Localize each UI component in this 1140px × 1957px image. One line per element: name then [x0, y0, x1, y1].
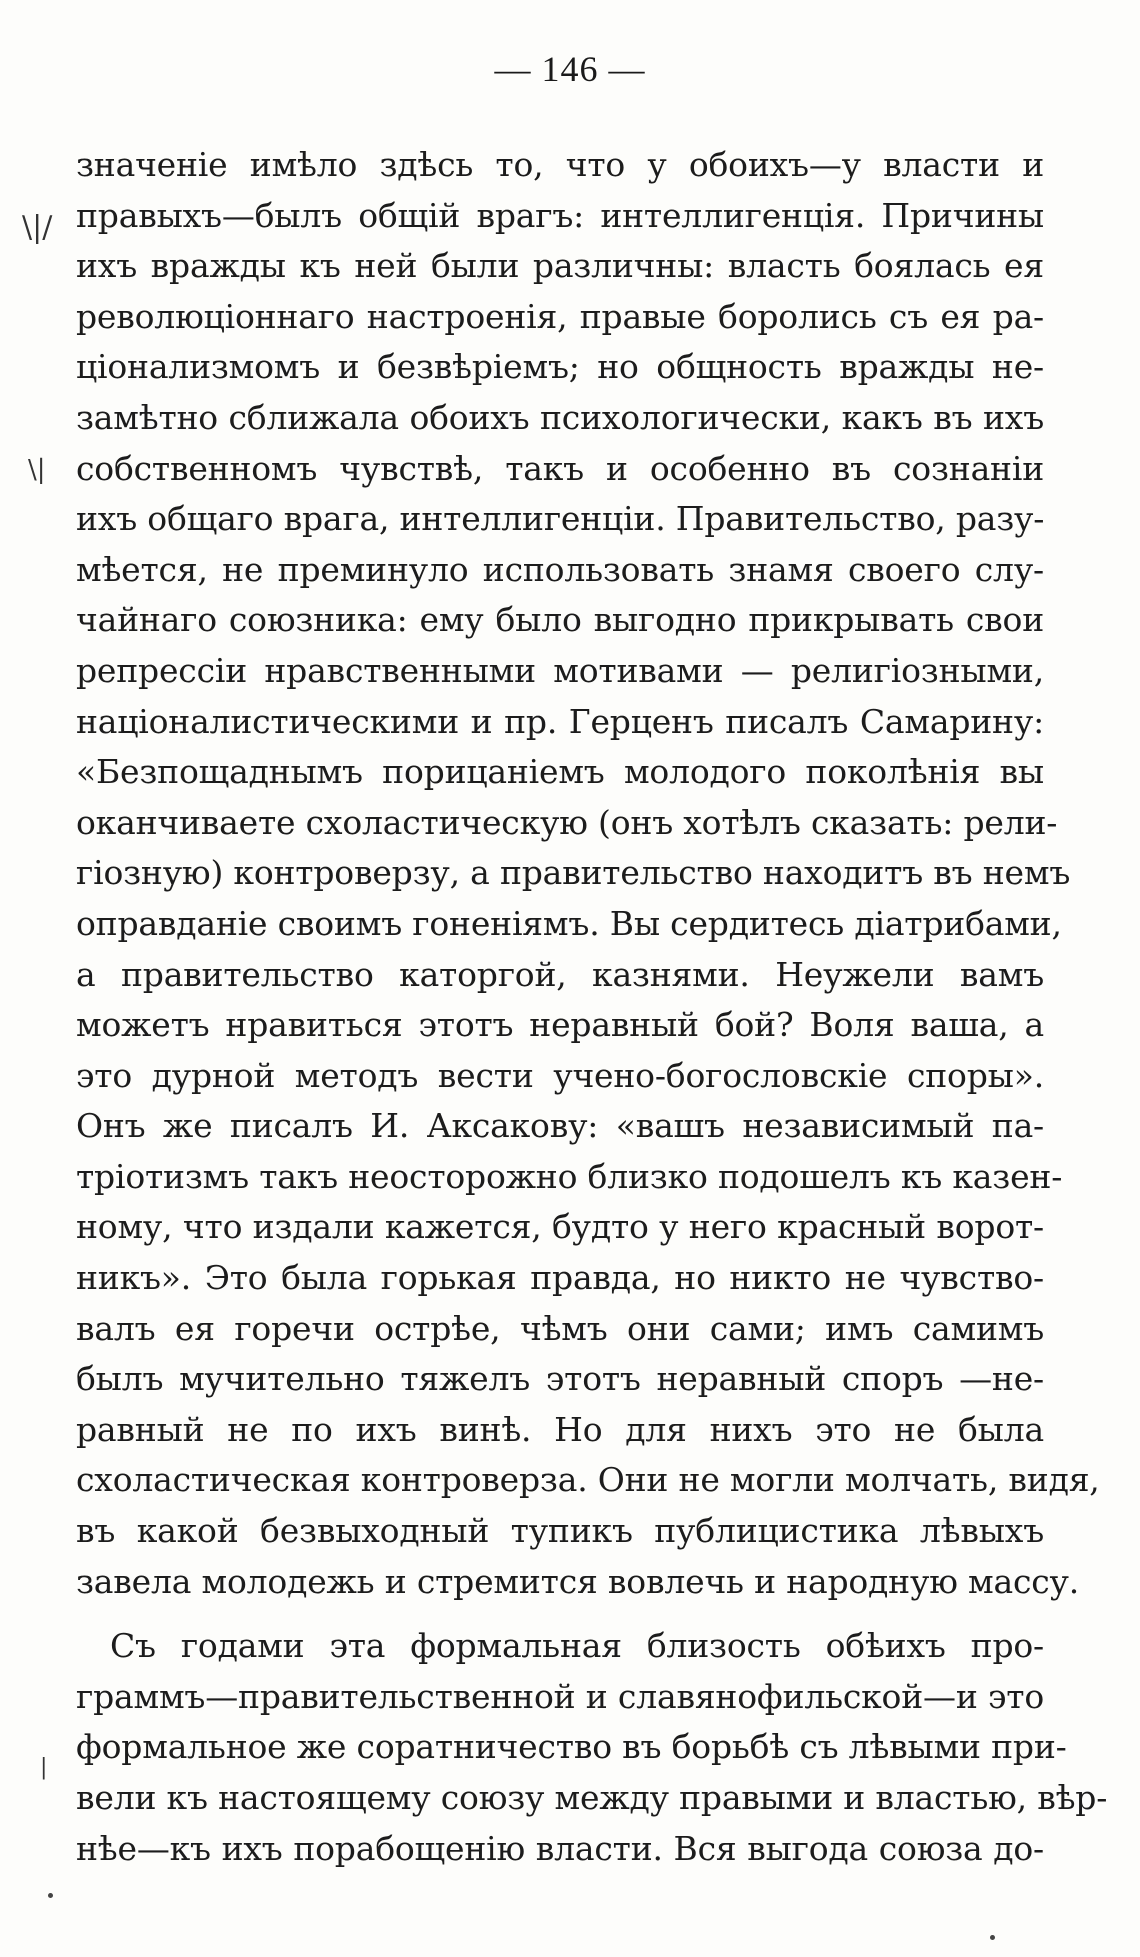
margin-pencil-mark: \|/	[22, 210, 53, 245]
text-line: граммъ—правительственной и славянофильской—и это	[76, 1676, 1044, 1716]
text-line: мѣется, не преминуло использовать знамя своего слу-	[76, 549, 1044, 589]
text-line: равный не по ихъ винѣ. Но для нихъ это не была	[76, 1409, 1044, 1449]
paragraph-gap	[76, 1607, 1044, 1621]
body-text	[76, 140, 1108, 1874]
margin-pencil-mark: \|	[28, 455, 46, 485]
text-line: былъ мучительно тяжелъ этотъ неравный споръ —не-	[76, 1359, 1044, 1399]
text-line: «Безпощаднымъ порицаніемъ молодого поколѣнія вы	[76, 752, 1044, 792]
text-line: правыхъ—былъ общій врагъ: интеллигенція. Причины	[76, 195, 1044, 235]
text-line: репрессіи нравственными мотивами — религіозными,	[76, 650, 1044, 690]
text-line: Онъ же писалъ И. Аксакову: «вашъ независимый па-	[76, 1106, 1044, 1146]
text-line: это дурной методъ вести учено-богословскіе споры».	[76, 1055, 1044, 1095]
text-line: вели къ настоящему союзу между правыми и властью, вѣр-	[76, 1778, 1108, 1817]
page-number: — 146 —	[494, 49, 646, 89]
text-line: нѣе—къ ихъ порабощенію власти. Вся выгода союза до-	[76, 1828, 1044, 1868]
text-line: гіозную) контроверзу, а правительство находитъ въ немъ	[76, 853, 1071, 893]
text-line: формальное же соратничество въ борьбѣ съ лѣвыми при-	[76, 1727, 1067, 1767]
text-line: значеніе имѣло здѣсь то, что у обоихъ—у власти и	[76, 145, 1044, 184]
text-line: ихъ общаго врага, интеллигенціи. Правительство, разу-	[76, 499, 1045, 539]
text-line: завела молодежь и стремится вовлечь и народную массу.	[76, 1561, 1080, 1601]
text-line: революціоннаго настроенія, правые боролись съ ея ра-	[76, 296, 1044, 336]
text-line: схоластическая контроверза. Они не могли молчать, видя,	[76, 1460, 1100, 1500]
text-line: а правительство каторгой, казнями. Неужели вамъ	[76, 954, 1044, 994]
text-line: замѣтно сближала обоихъ психологически, какъ въ ихъ	[76, 397, 1044, 437]
text-line: ихъ вражды къ ней были различны: власть боялась ея	[76, 246, 1044, 286]
margin-pencil-mark: |	[40, 1755, 48, 1780]
ink-speck	[990, 1935, 995, 1940]
text-line: ному, что издали кажется, будто у него красный ворот-	[76, 1207, 1044, 1247]
text-line: въ какой безвыходный тупикъ публицистика лѣвыхъ	[76, 1511, 1044, 1551]
text-line: собственномъ чувствѣ, такъ и особенно въ сознаніи	[76, 448, 1044, 488]
text-line: Съ годами эта формальная близость обѣихъ про-	[110, 1626, 1044, 1666]
text-line: валъ ея горечи острѣе, чѣмъ они сами; имъ самимъ	[76, 1308, 1044, 1348]
text-line: оправданіе своимъ гоненіямъ. Вы сердитесь діатрибами,	[76, 903, 1062, 943]
text-line: чайнаго союзника: ему было выгодно прикрывать свои	[76, 600, 1044, 640]
text-line: можетъ нравиться этотъ неравный бой? Воля ваша, а	[76, 1005, 1044, 1045]
text-line: оканчиваете схоластическую (онъ хотѣлъ сказать: рели-	[76, 802, 1058, 842]
text-line: ціонализмомъ и безвѣріемъ; но общность вражды не-	[76, 347, 1044, 387]
text-line: націоналистическими и пр. Герценъ писалъ Самарину:	[76, 701, 1044, 741]
text-line: никъ». Это была горькая правда, но никто не чувство-	[76, 1258, 1044, 1298]
ink-speck	[48, 1893, 53, 1898]
text-line: тріотизмъ такъ неосторожно близко подошелъ къ казен-	[76, 1156, 1063, 1196]
